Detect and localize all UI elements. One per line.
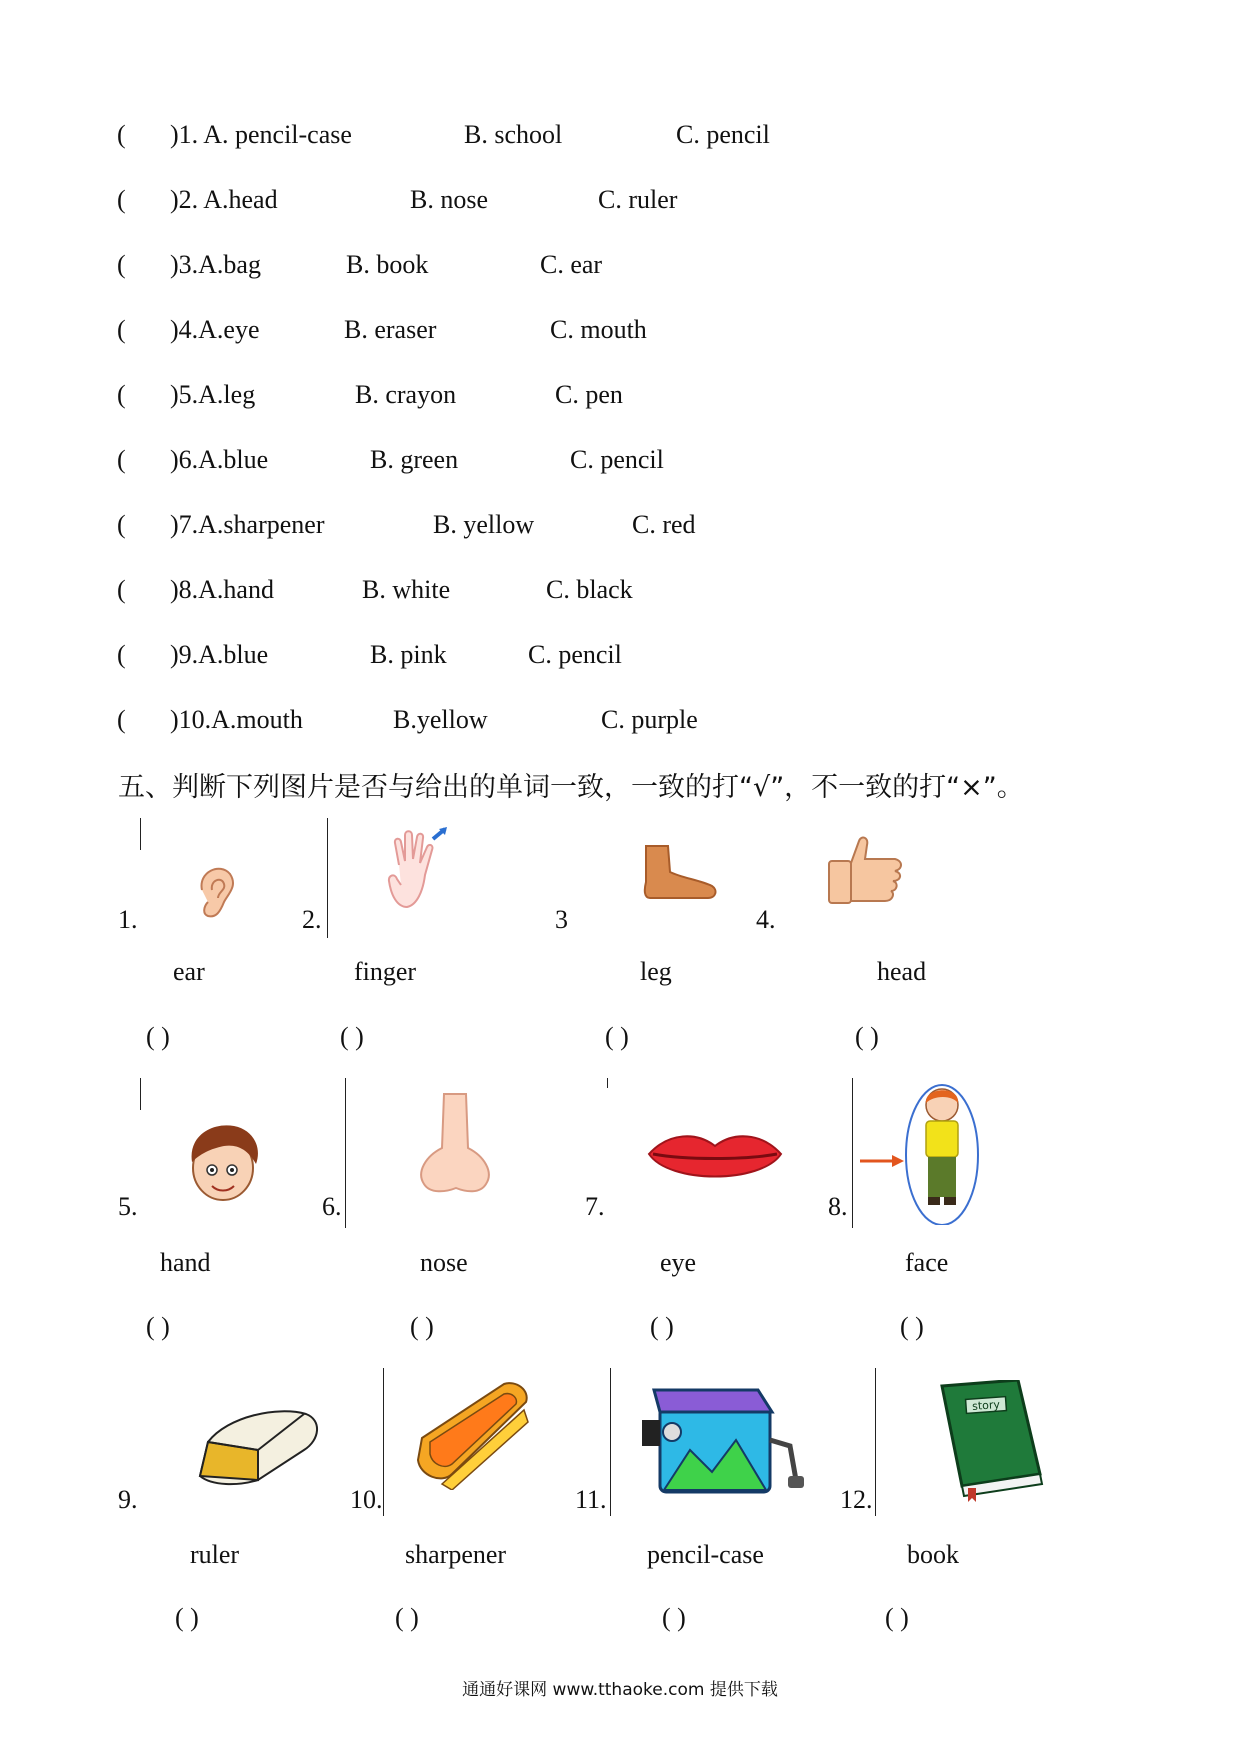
item-number-6: 6.: [322, 1192, 342, 1221]
question-a: )2. A.head: [170, 185, 278, 214]
item-number-5: 5.: [118, 1192, 138, 1221]
open-paren: (: [117, 120, 126, 149]
question-c: C. ruler: [598, 185, 678, 214]
question-c: C. black: [546, 575, 633, 604]
open-paren: (: [117, 250, 126, 279]
answer-paren-10[interactable]: ( ): [395, 1603, 419, 1632]
question-b: B. crayon: [355, 380, 457, 409]
boy-body-icon: [902, 1075, 982, 1225]
item-word-12: book: [907, 1540, 959, 1569]
section-five-title: 五、判断下列图片是否与给出的单词一致，一致的打“√”，不一致的打“×”。: [118, 772, 1024, 803]
open-paren: (: [117, 445, 126, 474]
answer-paren-2[interactable]: ( ): [340, 1022, 364, 1051]
question-b: B. white: [362, 575, 451, 604]
item-number-1: 1.: [118, 905, 138, 934]
item-number-7: 7.: [585, 1192, 605, 1221]
item-word-8: face: [905, 1248, 949, 1277]
answer-paren-6[interactable]: ( ): [410, 1312, 434, 1341]
item-number-12: 12.: [840, 1485, 873, 1514]
question-b: B.yellow: [393, 705, 488, 734]
question-c: C. pencil: [570, 445, 664, 474]
item-number-3: 3: [555, 905, 568, 934]
question-a: )5.A.leg: [170, 380, 256, 409]
question-a: )4.A.eye: [170, 315, 260, 344]
answer-paren-7[interactable]: ( ): [650, 1312, 674, 1341]
item-word-10: sharpener: [405, 1540, 507, 1569]
question-a: )3.A.bag: [170, 250, 261, 279]
foot-icon: [640, 842, 720, 904]
question-a: )9.A.blue: [170, 640, 269, 669]
answer-paren-3[interactable]: ( ): [605, 1022, 629, 1051]
question-b: B. school: [464, 120, 563, 149]
arrow-icon: [858, 1153, 906, 1169]
question-c: C. red: [632, 510, 696, 539]
divider: [852, 1078, 853, 1228]
item-number-2: 2.: [302, 905, 322, 934]
pencil-case-icon: [412, 1380, 537, 1490]
open-paren: (: [117, 575, 126, 604]
question-c: C. purple: [601, 705, 698, 734]
divider: [875, 1368, 876, 1516]
question-a: )1. A. pencil-case: [170, 120, 352, 149]
item-number-10: 10.: [350, 1485, 383, 1514]
open-paren: (: [117, 380, 126, 409]
divider: [140, 1078, 141, 1110]
answer-paren-5[interactable]: ( ): [146, 1312, 170, 1341]
open-paren: (: [117, 315, 126, 344]
open-paren: (: [117, 185, 126, 214]
question-b: B. green: [370, 445, 459, 474]
divider: [383, 1368, 384, 1516]
question-b: B. eraser: [344, 315, 437, 344]
item-word-2: finger: [354, 957, 417, 986]
sharpener-icon: [640, 1380, 810, 1500]
eraser-icon: [188, 1402, 323, 1487]
item-word-4: head: [877, 957, 927, 986]
question-a: )8.A.hand: [170, 575, 274, 604]
question-b: B. book: [346, 250, 429, 279]
divider: [140, 818, 141, 850]
item-word-11: pencil-case: [647, 1540, 764, 1569]
question-c: C. mouth: [550, 315, 647, 344]
story-label: story: [971, 1398, 1001, 1413]
question-c: C. pen: [555, 380, 623, 409]
ear-icon: [190, 860, 240, 920]
item-word-1: ear: [173, 957, 205, 986]
item-word-7: eye: [660, 1248, 697, 1277]
answer-paren-1[interactable]: ( ): [146, 1022, 170, 1051]
item-word-5: hand: [160, 1248, 211, 1277]
divider: [327, 818, 328, 938]
question-a: )7.A.sharpener: [170, 510, 325, 539]
question-a: )6.A.blue: [170, 445, 269, 474]
page-footer: 通通好课网 www.tthaoke.com 提供下载: [462, 1680, 778, 1700]
divider: [345, 1078, 346, 1228]
item-number-11: 11.: [575, 1485, 607, 1514]
hand-wave-icon: [385, 825, 455, 915]
item-word-3: leg: [640, 957, 672, 986]
divider: [610, 1368, 611, 1516]
answer-paren-4[interactable]: ( ): [855, 1022, 879, 1051]
open-paren: (: [117, 510, 126, 539]
item-word-9: ruler: [190, 1540, 240, 1569]
thumbs-up-icon: [825, 835, 905, 905]
boy-head-icon: [178, 1118, 268, 1208]
lips-icon: [645, 1128, 785, 1190]
nose-icon: [410, 1092, 500, 1202]
answer-paren-8[interactable]: ( ): [900, 1312, 924, 1341]
item-number-8: 8.: [828, 1192, 848, 1221]
answer-paren-12[interactable]: ( ): [885, 1603, 909, 1632]
item-number-9: 9.: [118, 1485, 138, 1514]
item-word-6: nose: [420, 1248, 468, 1277]
divider: [607, 1078, 608, 1088]
story-book-icon: [936, 1380, 1046, 1505]
answer-paren-11[interactable]: ( ): [662, 1603, 686, 1632]
open-paren: (: [117, 705, 126, 734]
question-c: C. ear: [540, 250, 603, 279]
question-b: B. pink: [370, 640, 447, 669]
question-b: B. yellow: [433, 510, 535, 539]
item-number-4: 4.: [756, 905, 776, 934]
open-paren: (: [117, 640, 126, 669]
question-c: C. pencil: [676, 120, 770, 149]
question-b: B. nose: [410, 185, 488, 214]
question-c: C. pencil: [528, 640, 622, 669]
question-a: )10.A.mouth: [170, 705, 303, 734]
answer-paren-9[interactable]: ( ): [175, 1603, 199, 1632]
